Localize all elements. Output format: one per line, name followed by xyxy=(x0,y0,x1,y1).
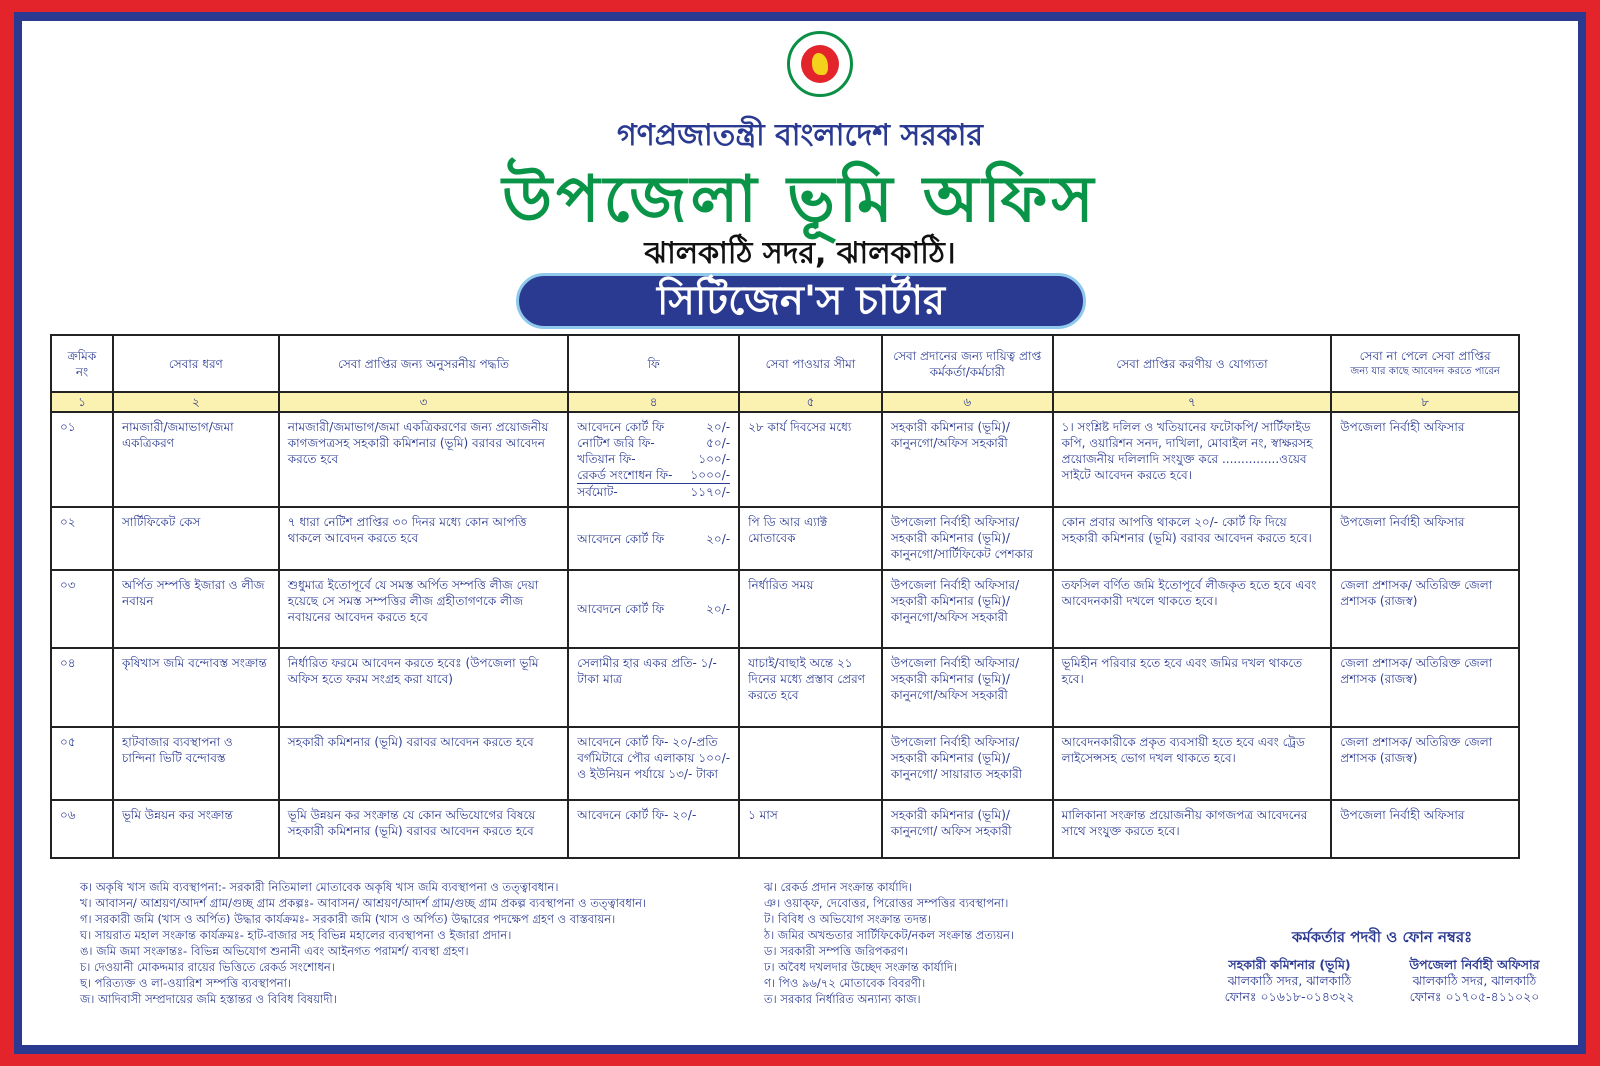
column-number: ২ xyxy=(113,392,279,412)
contacts xyxy=(1202,926,1562,1005)
procedure: ৭ ধারা নেটিশ প্রাপ্তির ৩০ দিনর মধ্যে কোন আপত্তি থাকলে আবেদন করতে হবে xyxy=(279,507,569,570)
service-type: অর্পিত সম্পত্তি ইজারা ও লীজ নবায়ন xyxy=(113,570,279,648)
service-time xyxy=(739,727,882,800)
note-item: ছ। পরিত্যক্ত ও লা-ওয়ারিশ সম্পত্তি ব্যবস্থাপনা। xyxy=(80,976,292,990)
poster-frame xyxy=(14,12,1586,1054)
service-type: হাটবাজার ব্যবস্থাপনা ও চান্দিনা ভিটি বন্দোবস্ত xyxy=(113,727,279,800)
contacts-heading: কর্মকর্তার পদবী ও ফোন নম্বরঃ xyxy=(1291,928,1473,946)
officer-phone: ফোনঃ ০১৬১৮-০১৪৩২২ xyxy=(1224,989,1355,1004)
service-time: পি ডি আর এ্যাক্ট মোতাবেক xyxy=(739,507,882,570)
fee-label: আবেদনে কোর্ট ফি xyxy=(577,531,665,546)
serial-number: ০১ xyxy=(51,412,113,507)
fee-total-label: সর্বমোট- xyxy=(577,485,618,499)
note-item: ঝ। রেকর্ড প্রদান সংক্রান্ত কার্যাদি। xyxy=(764,880,912,894)
responsible-officer: উপজেলা নির্বাহী অফিসার/ সহকারী কমিশনার (ভূমি)/ কানুনগো/ সায়ারাত সহকারী xyxy=(882,727,1053,800)
fee-label: খতিয়ান ফি- xyxy=(577,452,636,466)
note-item: ড। সরকারী সম্পত্তি জরিপকরণ। xyxy=(764,944,909,958)
column-header: সেবা প্রাপ্তির জন্য অনুসরনীয় পদ্ধতি xyxy=(279,335,569,392)
column-header: সেবা পাওয়ার সীমা xyxy=(739,335,882,392)
fee-line xyxy=(577,451,730,467)
government-name: গণপ্রজাতন্ত্রী বাংলাদেশ সরকার xyxy=(617,118,983,153)
column-number-row xyxy=(51,392,1519,412)
service-time: যাচাই/বাছাই অন্তে ২১ দিনের মধ্যে প্রস্তাব প্রেরণ করতে হবে xyxy=(739,648,882,727)
fee xyxy=(568,507,739,570)
fee-amount: ২০/- xyxy=(706,531,731,546)
column-number: ১ xyxy=(51,392,113,412)
serial-number: ০৬ xyxy=(51,800,113,858)
column-number: ৬ xyxy=(882,392,1053,412)
column-header: সেবা প্রদানের জন্য দায়িত্ব প্রাপ্ত কর্মকর্তা/কর্মচারী xyxy=(882,335,1053,392)
requirement: আবেদনকারীকে প্রকৃত ব্যবসায়ী হতে হবে এবং ট্রেড লাইসেন্সসহ ভোগ দখল থাকতে হবে। xyxy=(1053,727,1332,800)
fee-line xyxy=(577,601,730,617)
table-row xyxy=(51,727,1519,800)
column-header: ক্রমিক নং xyxy=(51,335,113,392)
column-header-text: সেবা না পেলে সেবা প্রাপ্তির xyxy=(1359,348,1491,363)
column-number: ৩ xyxy=(279,392,569,412)
requirement: কোন প্রবার আপত্তি থাকলে ২০/- কোর্ট ফি দিয়ে সহকারী কমিশনার (ভূমি) বরাবর আবেদন করতে হবে। xyxy=(1053,507,1332,570)
table-row xyxy=(51,412,1519,507)
appeal-authority: উপজেলা নির্বাহী অফিসার xyxy=(1331,412,1519,507)
officer-location: ঝালকাঠি সদর, ঝালকাঠি xyxy=(1412,973,1537,988)
service-type: নামজারী/জমাভাগ/জমা একত্রিকরণ xyxy=(113,412,279,507)
responsible-officer: সহকারী কমিশনার (ভূমি)/ কানুনগো/ অফিস সহকারী xyxy=(882,800,1053,858)
bangladesh-map-icon xyxy=(812,53,828,75)
service-type: কৃষিখাস জমি বন্দোবস্ত সংক্রান্ত xyxy=(113,648,279,727)
fee-line xyxy=(577,419,730,435)
fee-text: আবেদনে কোর্ট ফি- ২০/- xyxy=(577,808,697,822)
notes-left xyxy=(80,879,646,1007)
note-item: গ। সরকারী জমি (খাস ও অর্পিত) উদ্ধার কার্যক্রমঃ- সরকারী জমি (খাস ও অর্পিত) উদ্ধারের পদক্ষেপ গ্রহণ ও বাস্তবায়ন। xyxy=(80,912,616,926)
service-type: সার্টিফিকেট কেস xyxy=(113,507,279,570)
location: ঝালকাঠি সদর, ঝালকাঠি। xyxy=(644,236,956,271)
procedure: ভূমি উন্নয়ন কর সংক্রান্ত যে কোন অভিযোগের বিষয়ে সহকারী কমিশনার (ভূমি) বরাবর আবেদন করতে হবে xyxy=(279,800,569,858)
note-item: ঠ। জমির অখন্ডতার সার্টিফিকেট/নকল সংক্রান্ত প্রত্যয়ন। xyxy=(764,928,1014,942)
fee-amount: ১০০/- xyxy=(698,452,731,466)
table-row xyxy=(51,648,1519,727)
note-item: ঙ। জমি জমা সংক্রান্তঃ- বিভিন্ন অভিযোগ শুনানী এবং আইনগত পরামর্শ/ ব্যবস্থা গ্রহণ। xyxy=(80,944,469,958)
note-item: ণ। পিও ৯৬/৭২ মোতাবেক বিবরণী। xyxy=(764,976,926,990)
fee-total-amount: ১১৭০/- xyxy=(690,485,731,499)
fee xyxy=(568,648,739,727)
fee-line xyxy=(577,435,730,451)
officer-location: ঝালকাঠি সদর, ঝালকাঠি xyxy=(1227,973,1352,988)
fee-amount: ১০০০/- xyxy=(690,468,731,482)
column-number: ৪ xyxy=(568,392,739,412)
note-item: খ। আবাসন/ আশ্রয়ণ/আদর্শ গ্রাম/গুচ্ছ গ্রাম প্রকল্পঃ- আবাসন/ আশ্রয়ণ/আদর্শ গ্রাম/গুচ্ছ গ্রাম প্রকল্প ব্যবস্থাপনা ও তত্ত্বাবধান। xyxy=(80,896,647,910)
appeal-authority: জেলা প্রশাসক/ অতিরিক্ত জেলা প্রশাসক (রাজস্ব) xyxy=(1331,727,1519,800)
serial-number: ০৩ xyxy=(51,570,113,648)
column-header: ফি xyxy=(568,335,739,392)
contact-ac-land xyxy=(1202,957,1377,1005)
contact-uno xyxy=(1387,957,1562,1005)
fee-label: রেকর্ড সংশোধন ফি- xyxy=(577,468,673,482)
note-item: ঘ। সায়রাত মহাল সংক্রান্ত কার্যক্রমঃ- হাট-বাজার সহ বিভিন্ন মহালের ব্যবস্থাপনা ও ইজারা প্রদান। xyxy=(80,928,512,942)
fee xyxy=(568,800,739,858)
appeal-authority: উপজেলা নির্বাহী অফিসার xyxy=(1331,507,1519,570)
appeal-authority: জেলা প্রশাসক/ অতিরিক্ত জেলা প্রশাসক (রাজস্ব) xyxy=(1331,648,1519,727)
column-number: ৭ xyxy=(1053,392,1332,412)
column-number: ৮ xyxy=(1331,392,1519,412)
fee-label: আবেদনে কোর্ট ফি xyxy=(577,602,665,616)
fee-line xyxy=(577,531,730,547)
note-item: জ। আদিবাসী সম্প্রদায়ের জমি হস্তান্তর ও বিবিধ বিষয়াদী। xyxy=(80,992,337,1006)
fee-label: নোটিশ জরি ফি- xyxy=(577,436,655,450)
note-item: ত। সরকার নির্ধারিত অন্যান্য কাজ। xyxy=(764,992,921,1006)
procedure: শুধুমাত্র ইতোপূর্বে যে সমস্ত অর্পিত সম্পত্তি লীজ দেয়া হয়েছে সে সমস্ত সম্পত্তির লীজ গ্রহীতাগণকে লীজ নবায়নের আবেদন করতে হবে xyxy=(279,570,569,648)
column-header: সেবা প্রাপ্তির করণীয় ও যোগ্যতা xyxy=(1053,335,1332,392)
fee-total xyxy=(577,483,730,500)
note-item: ঞ। ওয়াক্ফ, দেবোত্তর, পিরোত্তর সম্পত্তির ব্যবস্থাপনা। xyxy=(764,896,1009,910)
service-time: ১ মাস xyxy=(739,800,882,858)
fee xyxy=(568,727,739,800)
fee-text: সেলামীর হার একর প্রতি- ১/- টাকা মাত্র xyxy=(577,656,717,686)
officer-title: উপজেলা নির্বাহী অফিসার xyxy=(1409,957,1540,972)
procedure: নির্ধারিত ফরমে আবেদন করতে হবেঃ (উপজেলা ভূমি অফিস হতে ফরম সংগ্রহ করা যাবে) xyxy=(279,648,569,727)
fee xyxy=(568,412,739,507)
fee xyxy=(568,570,739,648)
column-header xyxy=(1331,335,1519,392)
requirement: মালিকানা সংক্রান্ত প্রয়োজনীয় কাগজপত্র আবেদনের সাথে সংযুক্ত করতে হবে। xyxy=(1053,800,1332,858)
header-row xyxy=(51,335,1519,392)
fee-text: আবেদনে কোর্ট ফি- ২০/-প্রতি বর্গমিটারে পৌর এলাকায় ১০০/- ও ইউনিয়ন পর্যায়ে ১৩/- টাকা xyxy=(577,735,731,781)
fee-line xyxy=(577,467,730,483)
fee-amount: ২০/- xyxy=(706,602,731,616)
procedure: নামজারী/জমাভাগ/জমা একত্রিকরণের জন্য প্রয়োজনীয় কাগজপত্রসহ সহকারী কমিশনার (ভূমি) বরাবর আবেদন করতে হবে xyxy=(279,412,569,507)
table-row xyxy=(51,570,1519,648)
serial-number: ০৪ xyxy=(51,648,113,727)
serial-number: ০২ xyxy=(51,507,113,570)
appeal-authority: উপজেলা নির্বাহী অফিসার xyxy=(1331,800,1519,858)
note-item: ক। অকৃষি খাস জমি ব্যবস্থাপনা:- সরকারী নিতিমালা মোতাবেক অকৃষি খাস জমি ব্যবস্থাপনা ও তত্ত্বাবধান। xyxy=(80,880,559,894)
fee-amount: ৫০/- xyxy=(706,436,731,450)
service-time: ২৮ কার্য দিবসের মধ্যে xyxy=(739,412,882,507)
requirement: তফসিল বর্ণিত জমি ইতোপূর্বে লীজকৃত হতে হবে এবং আবেদনকারী দখলে থাকতে হবে। xyxy=(1053,570,1332,648)
column-header: সেবার ধরণ xyxy=(113,335,279,392)
column-header-subtext: জন্য যার কাছে আবেদন করতে পারেন xyxy=(1350,365,1500,377)
officer-title: সহকারী কমিশনার (ভূমি) xyxy=(1228,957,1351,972)
responsible-officer: উপজেলা নির্বাহী অফিসার/ সহকারী কমিশনার (ভূমি)/ কানুনগো/অফিস সহকারী xyxy=(882,570,1053,648)
appeal-authority: জেলা প্রশাসক/ অতিরিক্ত জেলা প্রশাসক (রাজস্ব) xyxy=(1331,570,1519,648)
requirement: ভূমিহীন পরিবার হতে হবে এবং জমির দখল থাকতে হবে। xyxy=(1053,648,1332,727)
responsible-officer: সহকারী কমিশনার (ভূমি)/ কানুনগো/অফিস সহকারী xyxy=(882,412,1053,507)
note-item: ট। বিবিধ ও অভিযোগ সংক্রান্ত তদন্ত। xyxy=(764,912,932,926)
requirement: ১। সংশ্লিষ্ট দলিল ও খতিয়ানের ফটোকপি/ সার্টিফাইড কপি, ওয়ারিশন সনদ, দাখিলা, মোবাইল নং, স্বাক্ষরসহ প্রয়োজনীয় দলিলাদি সংযুক্ত করে ...............ওয়েব সাইটে আবেদন করতে হবে। xyxy=(1053,412,1332,507)
note-item: ঢ। অবৈধ দখলদার উচ্ছেদ সংক্রান্ত কার্যাদি। xyxy=(764,960,958,974)
responsible-officer: উপজেলা নির্বাহী অফিসার/ সহকারী কমিশনার (ভূমি)/ কানুনগো/সার্টিফিকেট পেশকার xyxy=(882,507,1053,570)
office-title: উপজেলা ভূমি অফিস xyxy=(502,163,1098,237)
fee-label: আবেদনে কোর্ট ফি xyxy=(577,420,665,434)
table-row xyxy=(51,507,1519,570)
charter-table xyxy=(50,334,1520,859)
service-type: ভূমি উন্নয়ন কর সংক্রান্ত xyxy=(113,800,279,858)
fee-amount: ২০/- xyxy=(706,420,731,434)
officer-phone: ফোনঃ ০১৭০৫-৪১১০২০ xyxy=(1409,989,1540,1004)
poster xyxy=(22,21,1578,1045)
column-number: ৫ xyxy=(739,392,882,412)
table-row xyxy=(51,800,1519,858)
government-seal-icon xyxy=(787,31,853,97)
responsible-officer: উপজেলা নির্বাহী অফিসার/ সহকারী কমিশনার (ভূমি)/ কানুনগো/অফিস সহকারী xyxy=(882,648,1053,727)
notes-right xyxy=(764,879,1014,1007)
citizens-charter-badge: সিটিজেন'স চার্টার xyxy=(516,273,1086,329)
note-item: চ। দেওয়ানী মোকদ্দমার রায়ের ভিত্তিতে রেকর্ড সংশোধন। xyxy=(80,960,335,974)
service-time: নির্ধারিত সময় xyxy=(739,570,882,648)
serial-number: ০৫ xyxy=(51,727,113,800)
procedure: সহকারী কমিশনার (ভূমি) বরাবর আবেদন করতে হবে xyxy=(279,727,569,800)
